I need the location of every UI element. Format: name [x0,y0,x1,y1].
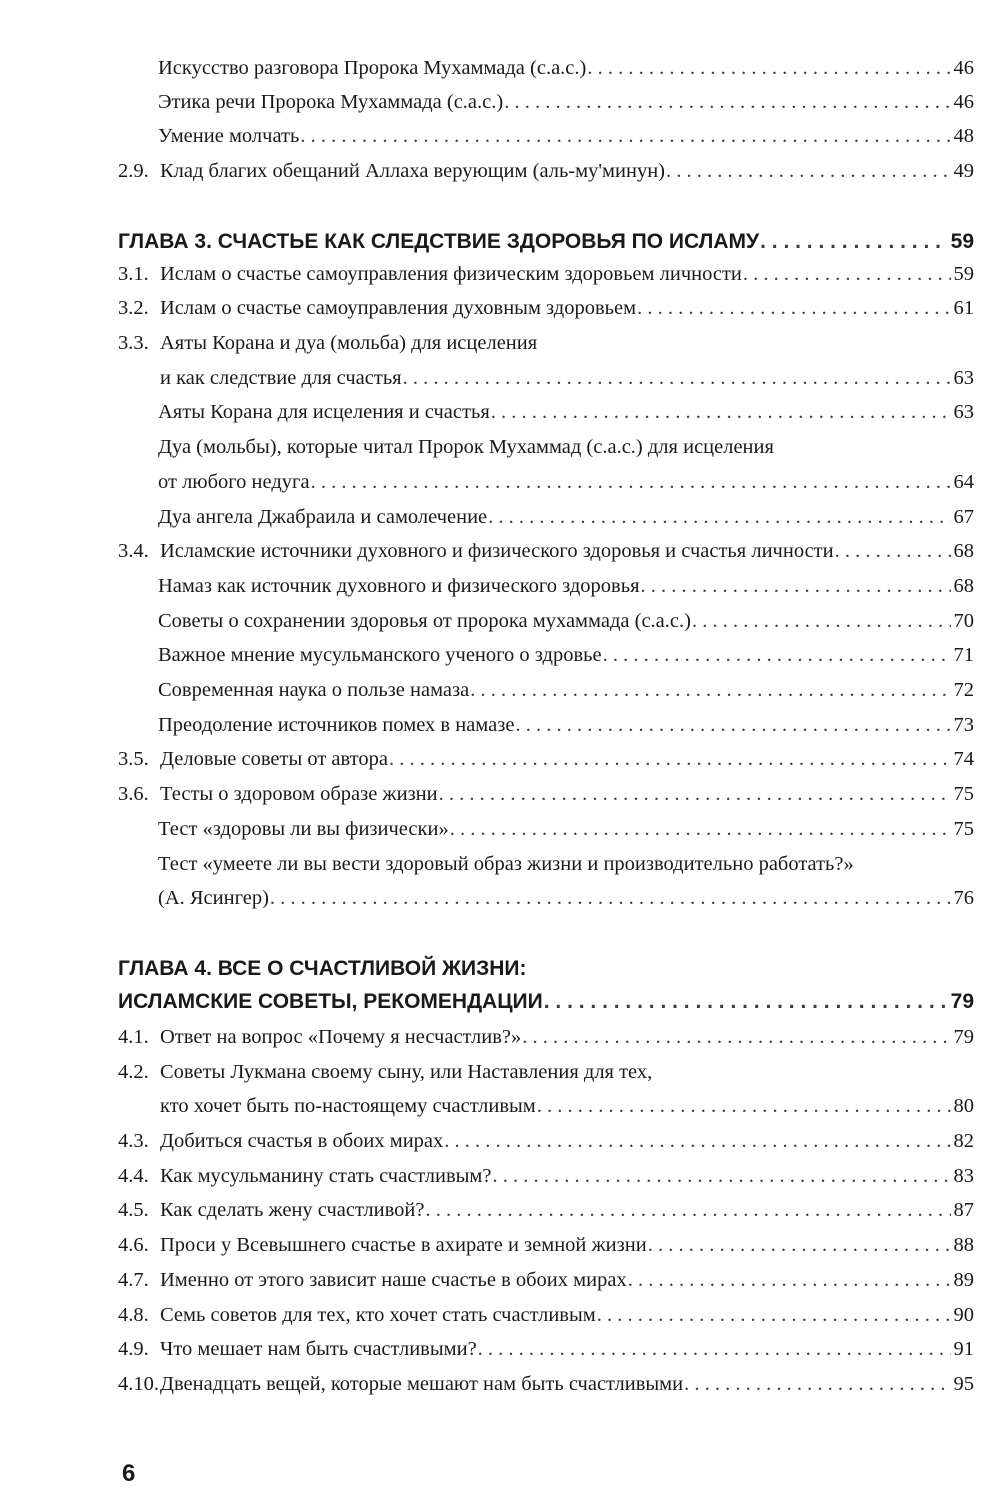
toc-entry [118,1194,974,1226]
toc-entry [158,813,974,845]
toc-entry-title: Двенадцать вещей, которые мешают нам быть счастливыми [160,1373,684,1395]
chapter-heading [118,226,974,258]
toc-entry-page: 48 [953,125,974,147]
toc-entry-title: и как следствие для счастья [160,367,402,389]
toc-entry [158,86,974,118]
toc-entry-title: Дуа ангела Джабраила и самолечение [158,506,488,528]
chapter-page: 79 [950,990,974,1013]
toc-entry-title: (А. Ясингер) [158,887,269,909]
toc-entry-page: 67 [953,506,974,528]
toc-entry-title: Тест «здоровы ли вы физически» [158,818,449,840]
toc-entry [118,1333,974,1365]
toc-entry-continuation [158,882,974,914]
toc-entry [158,605,974,637]
toc-entry-page: 59 [953,263,974,285]
toc-entry-page: 95 [953,1373,974,1395]
dot-leader [760,226,948,258]
toc-entry-page: 74 [953,748,974,770]
toc-entry-title: Что мешает нам быть счастливыми? [160,1338,477,1360]
toc-entry-page: 68 [953,575,974,597]
toc-entry [158,396,974,428]
dot-leader [311,466,951,498]
dot-leader [270,882,951,914]
toc-entry-title: Тест «умеете ли вы вести здоровый образ жизни и производительно работать?» [158,853,854,875]
toc-entry-title: Намаз как источник духовного и физического здоровья [158,575,640,597]
dot-leader [470,674,950,706]
toc-entry [118,1229,974,1261]
toc-entry-page: 72 [953,679,974,701]
toc-entry-continuation [158,466,974,498]
toc-entry-page: 46 [953,91,974,113]
toc-entry-title: Этика речи Пророка Мухаммада (с.а.с.) [158,91,504,113]
dot-leader [835,535,951,567]
toc-entry-number: 4.2. [118,1061,149,1083]
chapter-heading [118,953,974,985]
toc-entry-page: 73 [953,714,974,736]
toc-entry-title: от любого недуга [158,471,310,493]
toc-entry [118,535,974,567]
dot-leader [444,1125,950,1157]
toc-entry-number: 4.10. [118,1373,159,1395]
toc-entry-title: Преодоление источников помех в намазе [158,714,515,736]
toc-entry [158,674,974,706]
toc-entry-title: Клад благих обещаний Аллаха верующим (аль-му'минун) [160,160,666,182]
toc-entry-title: Семь советов для тех, кто хочет стать счастливым [160,1304,596,1326]
toc-entry-page: 87 [953,1199,974,1221]
chapter-title: ГЛАВА 4. ВСЕ О СЧАСТЛИВОЙ ЖИЗНИ: [118,957,527,980]
toc-entry-page: 71 [953,644,974,666]
toc-entry-title: Добиться счастья в обоих мирах [160,1130,444,1152]
dot-leader [587,52,950,84]
toc-entry-page: 88 [953,1234,974,1256]
toc-entry-number: 2.9. [118,160,149,182]
dot-leader [648,1229,951,1261]
dot-leader [515,709,950,741]
toc-entry-title: Советы Лукмана своему сыну, или Наставления для тех, [160,1061,653,1083]
dot-leader [641,570,951,602]
toc-entry-number: 3.6. [118,783,149,805]
toc-entry [118,1125,974,1157]
toc-entry-title: Ислам о счастье самоуправления духовным здоровьем [160,297,637,319]
chapter-page: 59 [950,230,974,253]
toc-entry-title: Аяты Корана и дуа (мольба) для исцеления [160,332,538,354]
toc-entry-page: 68 [953,540,974,562]
toc-entry-page: 90 [953,1304,974,1326]
toc-entry-number: 3.5. [118,748,149,770]
toc-entry-title: Современная наука о пользе намаза [158,679,470,701]
toc-entry-page: 61 [953,297,974,319]
dot-leader [300,120,950,152]
toc-entry [118,258,974,290]
dot-leader [522,1021,950,1053]
toc-entry-title: Умение молчать [158,125,300,147]
toc-entry-number: 4.5. [118,1199,149,1221]
toc-entry [118,327,974,359]
chapter-title: ГЛАВА 3. СЧАСТЬЕ КАК СЛЕДСТВИЕ ЗДОРОВЬЯ ПО ИСЛАМУ [118,230,760,253]
toc-entry-title: Именно от этого зависит наше счастье в обоих мирах [160,1269,627,1291]
toc-entry [158,639,974,671]
dot-leader [439,778,951,810]
toc-entry [118,1299,974,1331]
toc-entry-title: Советы о сохранении здоровья от пророка мухаммада (с.а.с.) [158,610,691,632]
toc-entry-page: 79 [953,1026,974,1048]
chapter-title: ИСЛАМСКИЕ СОВЕТЫ, РЕКОМЕНДАЦИИ [118,990,543,1013]
dot-leader [628,1264,951,1296]
page-number: 6 [122,1460,136,1487]
toc-entry-continuation [160,1090,974,1122]
toc-entry-page: 80 [953,1095,974,1117]
toc-entry-number: 3.3. [118,332,149,354]
dot-leader [637,292,950,324]
toc-entry-page: 91 [953,1338,974,1360]
dot-leader [450,813,951,845]
dot-leader [544,986,948,1018]
toc-entry [118,1264,974,1296]
toc-entry-title: Аяты Корана для исцеления и счастья [158,401,490,423]
toc-entry-page: 82 [953,1130,974,1152]
dot-leader [666,155,950,187]
dot-leader [488,501,950,533]
dot-leader [537,1090,951,1122]
toc-entry-number: 4.8. [118,1304,149,1326]
toc-entry-number: 3.4. [118,540,149,562]
toc-entry-number: 4.1. [118,1026,149,1048]
toc-entry [118,1160,974,1192]
toc-entry [118,743,974,775]
dot-leader [492,1160,950,1192]
toc-entry-title: Ответ на вопрос «Почему я несчастлив?» [160,1026,522,1048]
toc-entry-title: Проси у Всевышнего счастье в ахирате и земной жизни [160,1234,647,1256]
toc-entry-page: 46 [953,57,974,79]
dot-leader [603,639,951,671]
toc-entry [118,778,974,810]
toc-entry-page: 70 [953,610,974,632]
toc-entry-number: 4.4. [118,1165,149,1187]
toc-entry [118,1021,974,1053]
dot-leader [403,362,951,394]
toc-entry-title: Важное мнение мусульманского ученого о здровье [158,644,602,666]
toc-entry [118,1368,974,1400]
toc-entry-number: 4.7. [118,1269,149,1291]
toc-entry-number: 3.2. [118,297,149,319]
toc-entry-page: 64 [953,471,974,493]
dot-leader [426,1194,951,1226]
toc-entry-title: Как мусульманину стать счастливым? [160,1165,492,1187]
toc-entry-title: Деловые советы от автора [160,748,388,770]
toc-entry-title: Ислам о счастье самоуправления физическим здоровьем личности [160,263,742,285]
toc-entry-number: 4.9. [118,1338,149,1360]
toc-entry [158,120,974,152]
dot-leader [478,1333,951,1365]
toc-entry [158,52,974,84]
toc-entry-number: 3.1. [118,263,149,285]
toc-entry-page: 75 [953,818,974,840]
toc-entry-page: 83 [953,1165,974,1187]
toc-entry-page: 75 [953,783,974,805]
toc-entry-page: 76 [953,887,974,909]
toc-entry [118,292,974,324]
toc-entry-title: Дуа (мольбы), которые читал Пророк Мухаммад (с.а.с.) для исцеления [158,436,774,458]
toc-entry-title: Исламские источники духовного и физического здоровья и счастья личности [160,540,834,562]
toc-entry [158,848,974,880]
dot-leader [504,86,950,118]
toc-entry-number: 4.3. [118,1130,149,1152]
toc-entry-title: Как сделать жену счастливой? [160,1199,425,1221]
toc-entry [118,1056,974,1088]
toc-entry [158,431,974,463]
chapter-heading [118,986,974,1018]
toc-entry-title: Тесты о здоровом образе жизни [160,783,438,805]
toc-entry [158,501,974,533]
toc-entry-number: 4.6. [118,1234,149,1256]
toc-entry-continuation [160,362,974,394]
dot-leader [684,1368,950,1400]
dot-leader [491,396,951,428]
dot-leader [692,605,951,637]
toc-entry-title: Искусство разговора Пророка Мухаммада (с.а.с.) [158,57,587,79]
dot-leader [743,258,951,290]
toc-entry [158,709,974,741]
dot-leader [389,743,951,775]
toc-entry-page: 63 [953,367,974,389]
toc-entry-page: 63 [953,401,974,423]
toc-entry [158,570,974,602]
toc-entry-title: кто хочет быть по-настоящему счастливым [160,1095,536,1117]
dot-leader [597,1299,951,1331]
toc-entry [118,155,974,187]
toc-entry-page: 89 [953,1269,974,1291]
toc-entry-page: 49 [953,160,974,182]
